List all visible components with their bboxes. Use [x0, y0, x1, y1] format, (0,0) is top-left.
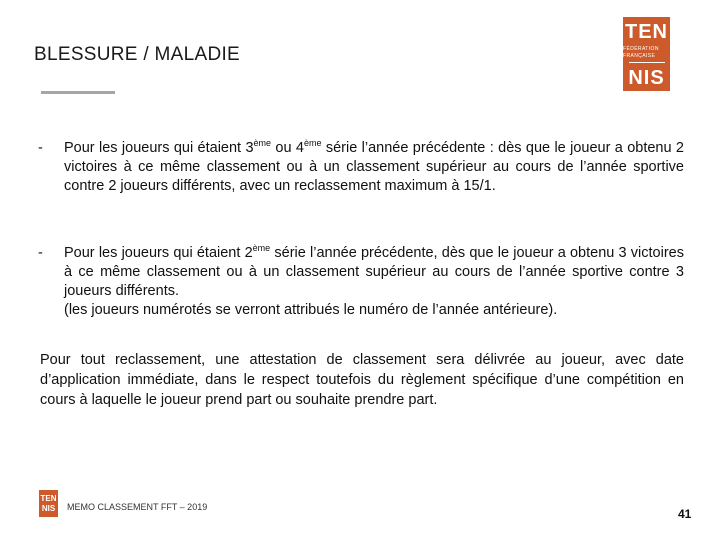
superscript: ème	[252, 243, 271, 253]
logo-divider	[629, 62, 665, 63]
logo-text-middle: FÉDÉRATION FRANÇAISE	[623, 46, 659, 59]
bullet-dash: -	[38, 140, 43, 156]
footer-label: MEMO CLASSEMENT FFT – 2019	[67, 502, 208, 512]
bullet-text	[64, 139, 684, 196]
title-underline	[41, 91, 115, 94]
superscript: ème	[303, 138, 322, 148]
bullet-note: (les joueurs numérotés se verront attribués le numéro de l’année antérieure).	[64, 302, 558, 318]
bullet-item-1	[38, 139, 684, 196]
logo-text-bottom: NIS	[628, 67, 665, 89]
bullet-text	[64, 244, 684, 320]
bullet-text-part: Pour les joueurs qui étaient 2	[64, 245, 253, 261]
page-title: BLESSURE / MALADIE	[34, 44, 241, 65]
bullet-item-2	[38, 244, 684, 320]
bullet-text-part: Pour les joueurs qui étaient 3	[64, 140, 254, 156]
fft-tennis-logo	[623, 17, 670, 91]
footer-logo-bottom: NIS	[41, 503, 56, 513]
bullet-dash: -	[38, 245, 43, 261]
bullet-text-part: ou 4	[271, 140, 304, 156]
logo-text-top: TEN	[625, 21, 668, 43]
superscript: ème	[253, 138, 272, 148]
page-number: 41	[678, 507, 692, 521]
bullet-text-part: série l’année précédente : dès que le joueur a obtenu 2 victoires à ce même classement ou à un classement supérieur au cours de l’année sportive contre 2 joueurs différents, avec un reclassement maximum à 15/1.	[64, 140, 684, 194]
footer-tennis-logo	[39, 490, 58, 517]
reclassement-paragraph: Pour tout reclassement, une attestation de classement sera délivrée au joueur, avec date d’application immédiate, dans le respect toutefois du règlement spécifique d’une compétition en cours à laquelle le joueur prend part ou souhaite prendre part.	[40, 352, 684, 408]
bullet-text-part: série l’année précédente, dès que le joueur a obtenu 3 victoires à ce même classement ou à un classement supérieur au cours de l’année sportive contre 3 joueurs différents.	[64, 245, 684, 299]
footer-logo-top: TEN	[40, 493, 57, 503]
